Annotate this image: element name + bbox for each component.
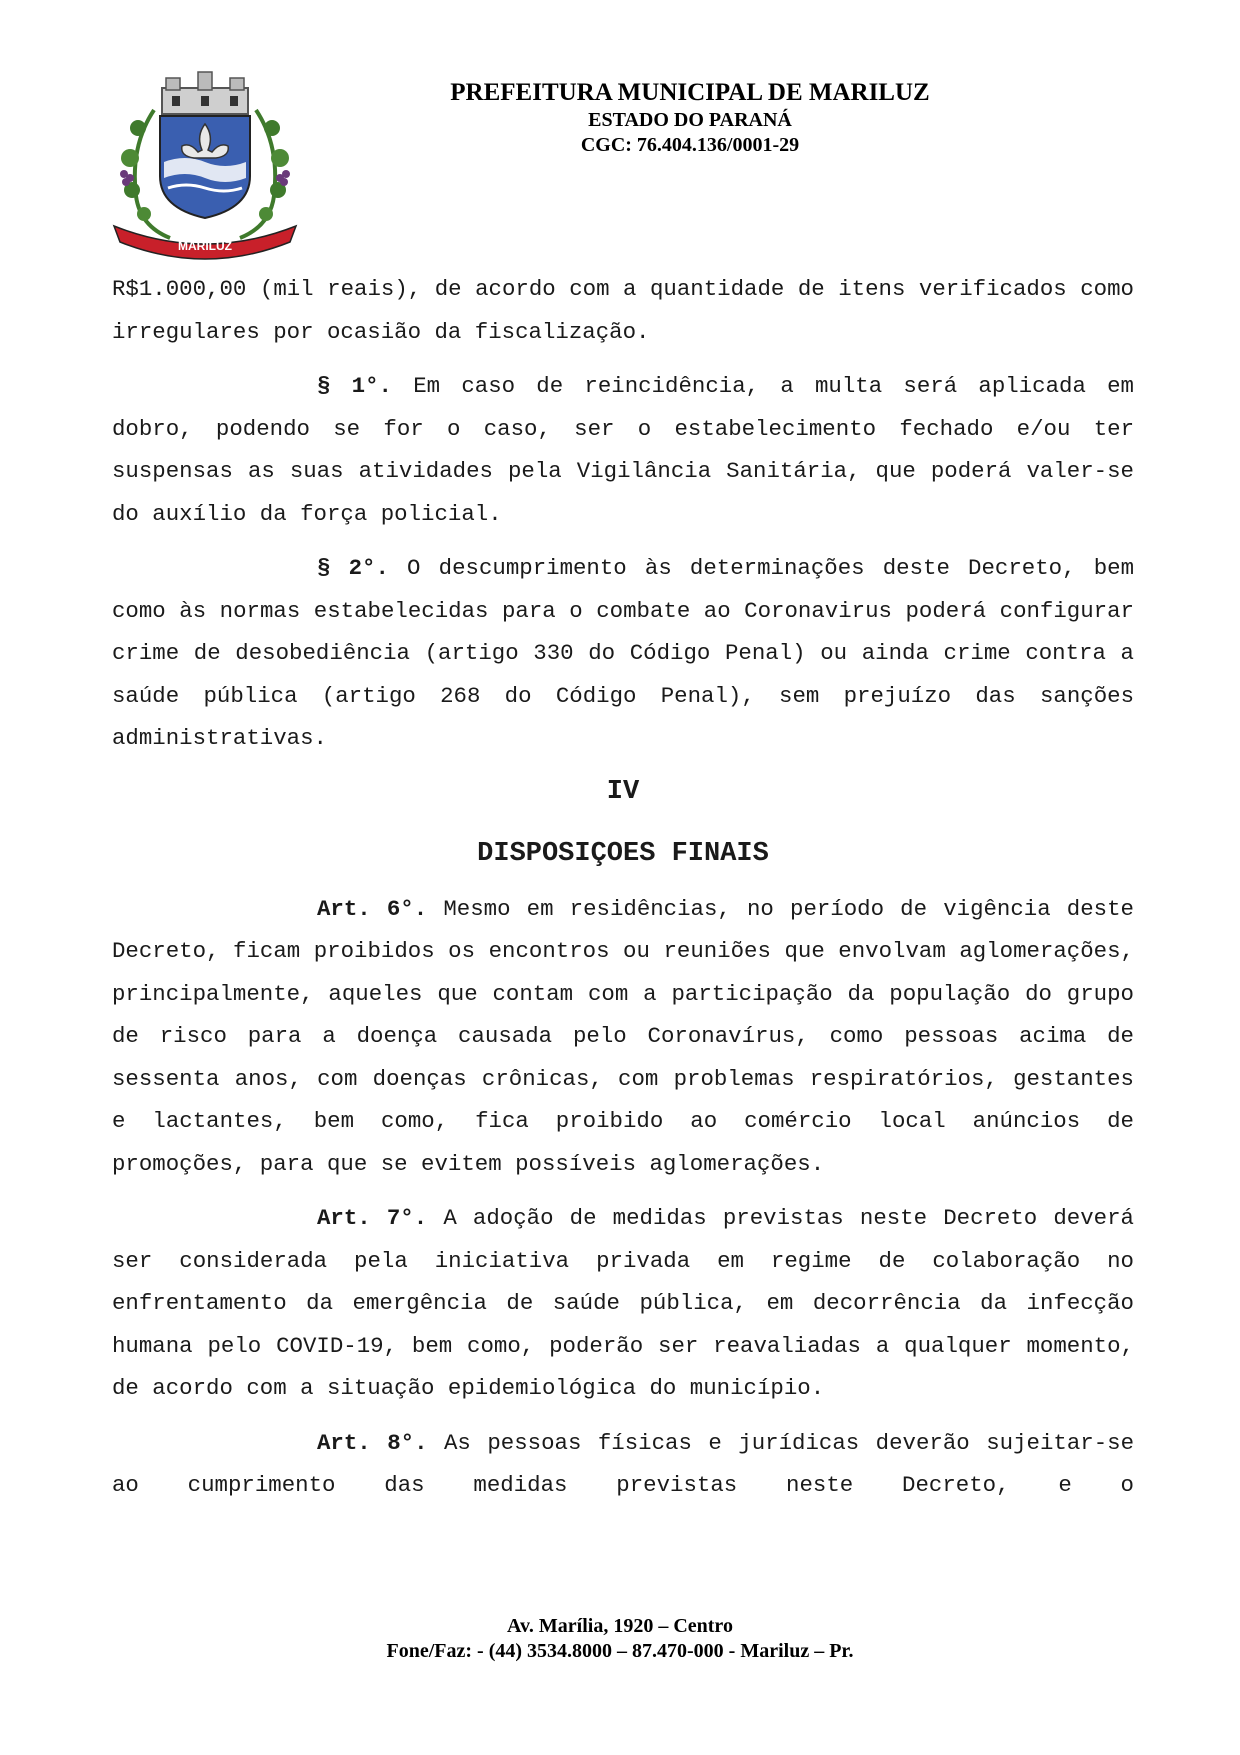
cgc-number: CGC: 76.404.136/0001-29 bbox=[580, 134, 800, 156]
paragraph-section-2 bbox=[112, 547, 1134, 760]
article-8-text: As pessoas físicas e jurídicas deverão sujeitar-se ao cumprimento das medidas previstas neste Decreto, e o bbox=[112, 1429, 1135, 1498]
crest-banner-text: MARILUZ bbox=[178, 239, 232, 253]
decree-body bbox=[112, 268, 1134, 1519]
article-7-label: Art. 7°. bbox=[317, 1205, 428, 1231]
municipal-crest-logo bbox=[110, 66, 300, 262]
paragraph-continuation: R$1.000,00 (mil reais), de acordo com a quantidade de itens verificados como irregulares por ocasião da fiscalização. bbox=[112, 276, 1134, 345]
footer-phone: Fone/Faz: - (44) 3534.8000 – 87.470-000 - Mariluz – Pr. bbox=[386, 1640, 854, 1662]
section-1-text: Em caso de reincidência, a multa será aplicada em dobro, podendo se for o caso, ser o estabelecimento fechado e/ou ter suspensas as suas atividades pela Vigilância Sanitária, que poderá valer-se do auxílio da força policial. bbox=[112, 373, 1134, 527]
paragraph-article-8 bbox=[112, 1422, 1134, 1507]
chapter-number: IV bbox=[606, 776, 640, 807]
article-6-text: Mesmo em residências, no período de vigência deste Decreto, ficam proibidos os encontros ou reuniões que envolvam aglomerações, principalmente, aqueles que contam com a participação da população do grupo de risco para a doença causada pelo Coronavírus, como pessoas acima de sessenta anos, com doenças crônicas, com problemas respiratórios, gestantes e lactantes, bem como, fica proibido ao comércio local anúncios de promoções, para que se evitem possíveis aglomerações. bbox=[112, 895, 1134, 1177]
section-2-text: O descumprimento às determinações deste Decreto, bem como às normas estabelecidas para o combate ao Coronavirus poderá configurar crime de desobediência (artigo 330 do Código Penal) ou ainda crime contra a saúde pública (artigo 268 do Código Penal), sem prejuízo das sanções administrativas. bbox=[112, 555, 1135, 751]
state-name: ESTADO DO PARANÁ bbox=[588, 109, 792, 131]
article-7-text: A adoção de medidas previstas neste Decreto deverá ser considerada pela iniciativa privada em regime de colaboração no enfrentamento da emergência de saúde pública, em decorrência da infecção humana pelo COVID-19, bem como, poderão ser reavaliadas a qualquer momento, de acordo com a situação epidemiológica do município. bbox=[112, 1205, 1134, 1401]
section-1-label: § 1°. bbox=[317, 373, 392, 399]
article-6-label: Art. 6°. bbox=[317, 895, 428, 922]
letterhead bbox=[440, 78, 940, 158]
article-8-label: Art. 8°. bbox=[317, 1429, 428, 1456]
section-2-label: § 2°. bbox=[317, 555, 389, 581]
paragraph-article-6 bbox=[112, 888, 1134, 1186]
page-footer bbox=[300, 1614, 940, 1664]
municipality-title: PREFEITURA MUNICIPAL DE MARILUZ bbox=[450, 79, 930, 106]
paragraph-section-1 bbox=[112, 365, 1134, 535]
paragraph-article-7 bbox=[112, 1197, 1134, 1410]
footer-address: Av. Marília, 1920 – Centro bbox=[507, 1615, 733, 1637]
chapter-title: DISPOSIÇOES FINAIS bbox=[477, 838, 769, 869]
